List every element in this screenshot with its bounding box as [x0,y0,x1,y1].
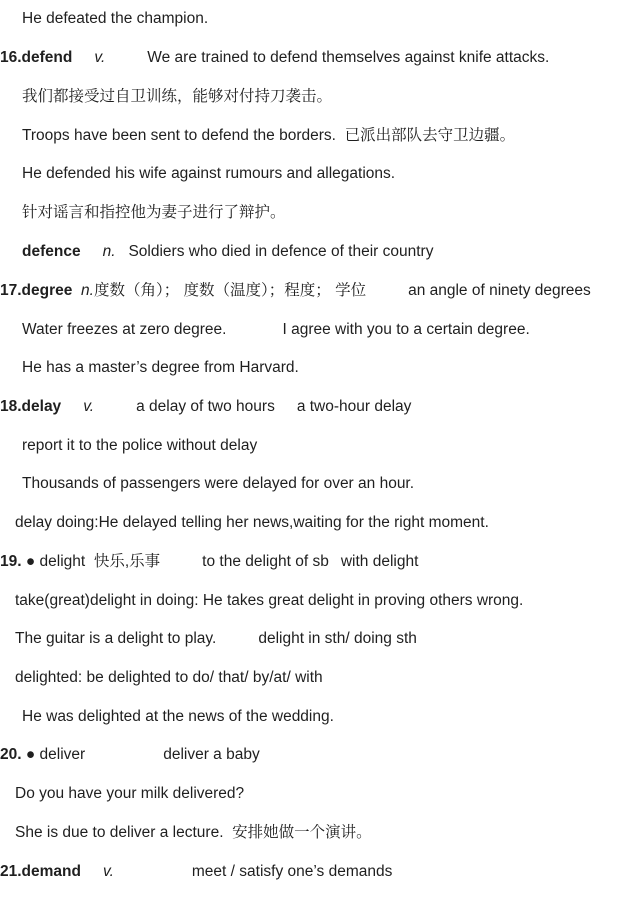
chinese-translation: 安排她做一个演讲。 [232,824,372,841]
chinese-meaning: 度数（角）； 度数（温度）；程度； 学位 [93,282,367,299]
part-of-speech: v. [83,398,95,415]
sentence-line [0,320,530,340]
entry-defend [0,48,549,68]
example-phrase: a two-hour delay [296,398,412,415]
sentence-line [0,474,414,494]
sentence-line [0,707,334,727]
entry-deliver [0,745,260,765]
sub-entry-defence [0,242,433,262]
example-phrase: delight in sth/ doing sth [258,630,417,647]
example-phrase: a delay of two hours [136,398,275,415]
derived-word: defence [22,243,81,260]
example-sentence: Troops have been sent to defend the borders. [22,127,336,144]
sentence-line [0,668,323,688]
part-of-speech: n. [81,282,94,299]
entry-number-word: 21.demand [0,863,81,880]
part-of-speech: v. [102,863,114,880]
sentence-line [0,823,372,843]
sentence-line [0,629,417,649]
entry-number-bullet: 20. ● [0,746,36,763]
sentence-line [0,784,244,804]
example-sentence: He was delighted at the news of the wedding. [22,708,334,725]
sentence-line [0,126,515,146]
example-sentence: We are trained to defend themselves against knife attacks. [147,49,550,66]
part-of-speech: v. [94,49,106,66]
example-sentence: He defeated the champion. [22,10,209,27]
sentence-line [0,9,208,29]
entry-number-word: 18.delay [0,398,62,415]
translation-line [0,87,332,107]
chinese-translation: 已派出部队去守卫边疆。 [344,127,516,144]
example-sentence: Soldiers who died in defence of their country [128,243,434,260]
example-sentence: The guitar is a delight to play. [15,630,217,647]
example-sentence: delay doing:He delayed telling her news,waiting for the right moment. [15,514,489,531]
sentence-line [0,513,489,533]
entry-number-word: 17.degree [0,282,73,299]
chinese-translation: 针对谣言和指控他为妻子进行了辩护。 [22,204,286,221]
example-sentence: I agree with you to a certain degree. [282,321,530,338]
sentence-line [0,591,523,611]
example-phrase: with delight [340,553,419,570]
sentence-line [0,436,257,456]
example-sentence: He defended his wife against rumours and allegations. [22,165,396,182]
sentence-line [0,358,299,378]
example-sentence: She is due to deliver a lecture. [15,824,224,841]
example-sentence: Do you have your milk delivered? [15,785,245,802]
entry-demand [0,862,392,882]
translation-line [0,203,286,223]
headword: deliver [39,746,86,763]
example-phrase: delighted: be delighted to do/ that/ by/at/ with [15,669,323,686]
entry-delight [0,552,418,572]
example-phrase: to the delight of sb [202,553,329,570]
headword: delight [39,553,86,570]
example-sentence: Water freezes at zero degree. [22,321,227,338]
part-of-speech: n. [102,243,116,260]
entry-number-bullet: 19. ● [0,553,36,570]
chinese-translation: 我们都接受过自卫训练，能够对付持刀袭击。 [22,88,333,105]
example-phrase: deliver a baby [163,746,260,763]
example-phrase: report it to the police without delay [22,437,258,454]
example-sentence: He has a master’s degree from Harvard. [22,359,299,376]
example-sentence: Thousands of passengers were delayed for over an hour. [22,475,415,492]
example-phrase: an angle of ninety degrees [408,282,591,299]
example-phrase: meet / satisfy one’s demands [191,863,393,880]
entry-number-word: 16.defend [0,49,73,66]
example-sentence: take(great)delight in doing: He takes great delight in proving others wrong. [15,592,524,609]
sentence-line [0,164,395,184]
entry-degree [0,281,591,301]
entry-delay [0,397,411,417]
chinese-meaning: 快乐,乐事 [93,553,161,570]
